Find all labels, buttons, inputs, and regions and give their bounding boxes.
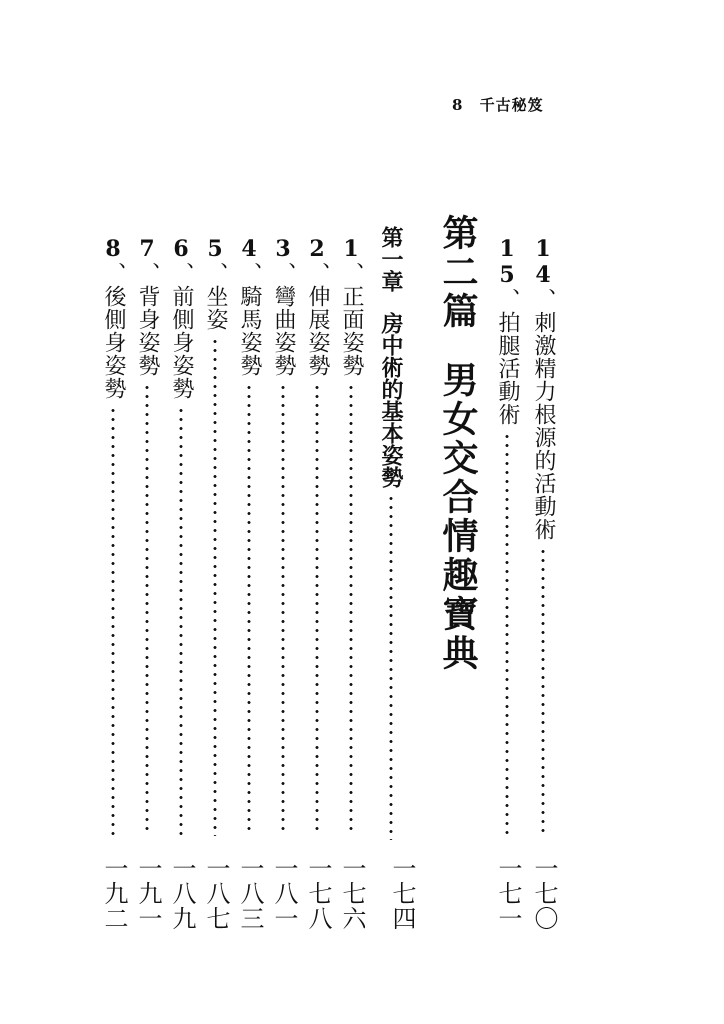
chapter-label: 第一章 — [378, 226, 404, 292]
chapter-title: 房中術的基本姿勢 — [378, 312, 404, 488]
dot-leader — [102, 406, 124, 836]
entry-title: 、伸展姿勢 — [305, 262, 330, 377]
entry-title: 、前側身姿勢 — [169, 262, 194, 400]
entry-title: 、彎曲姿勢 — [271, 262, 296, 377]
dot-leader — [204, 337, 226, 836]
dot-leader — [306, 383, 328, 836]
entry-page: 一七一 — [494, 856, 522, 931]
dot-leader — [272, 383, 294, 836]
toc-entry[interactable] — [340, 236, 362, 836]
entry-marker: 6 — [168, 236, 194, 262]
part-heading — [437, 214, 479, 673]
entry-page: 一七六 — [338, 856, 366, 931]
entry-title: 、騎馬姿勢 — [237, 262, 262, 377]
entry-page: 一八一 — [270, 856, 298, 931]
dot-leader — [340, 383, 362, 836]
entry-marker: 15 — [494, 236, 520, 288]
part-label: 第二篇 — [437, 214, 479, 331]
entry-marker: 7 — [134, 236, 160, 262]
entry-marker: 8 — [100, 236, 126, 262]
dot-leader — [238, 383, 260, 836]
dot-leader — [136, 383, 158, 836]
toc-entry[interactable] — [532, 236, 554, 836]
entry-marker: 3 — [270, 236, 296, 262]
book-title: 千古秘笈 — [479, 96, 544, 114]
entry-title: 、刺激精力根源的活動術 — [531, 288, 556, 541]
entry-page: 一八三 — [236, 856, 264, 931]
toc-entry[interactable] — [102, 236, 124, 836]
dot-leader — [532, 547, 554, 836]
entry-marker: 1 — [338, 236, 364, 262]
entry-title: 、正面姿勢 — [339, 262, 364, 377]
entry-marker: 2 — [304, 236, 330, 262]
entry-marker: 4 — [236, 236, 262, 262]
toc-entry[interactable] — [496, 236, 518, 836]
entry-page: 一七〇 — [530, 856, 558, 931]
entry-marker: 5 — [202, 236, 228, 262]
entry-page: 一九一 — [134, 856, 162, 931]
entry-title: 、坐姿 — [203, 262, 228, 331]
entry-marker: 14 — [530, 236, 556, 288]
toc-entry[interactable] — [238, 236, 260, 836]
entry-title: 、背身姿勢 — [135, 262, 160, 377]
part-title: 男女交合情趣寶典 — [437, 361, 479, 673]
dot-leader — [496, 432, 518, 836]
entry-title: 、後側身姿勢 — [101, 262, 126, 400]
entry-title: 、拍腿活動術 — [495, 288, 520, 426]
entry-page: 一九二 — [100, 856, 128, 931]
toc-entry[interactable] — [306, 236, 328, 836]
toc-entry[interactable] — [204, 236, 226, 836]
entry-page: 一八七 — [202, 856, 230, 931]
chapter-page: 一七四 — [388, 856, 416, 931]
dot-leader — [380, 494, 402, 840]
toc-entry[interactable] — [272, 236, 294, 836]
running-header — [452, 94, 544, 115]
chapter-entry[interactable] — [380, 226, 402, 840]
entry-page: 一八九 — [168, 856, 196, 931]
dot-leader — [170, 406, 192, 836]
toc-entry[interactable] — [170, 236, 192, 836]
entry-page: 一七八 — [304, 856, 332, 931]
toc-entry[interactable] — [136, 236, 158, 836]
page-number: 8 — [452, 96, 464, 114]
